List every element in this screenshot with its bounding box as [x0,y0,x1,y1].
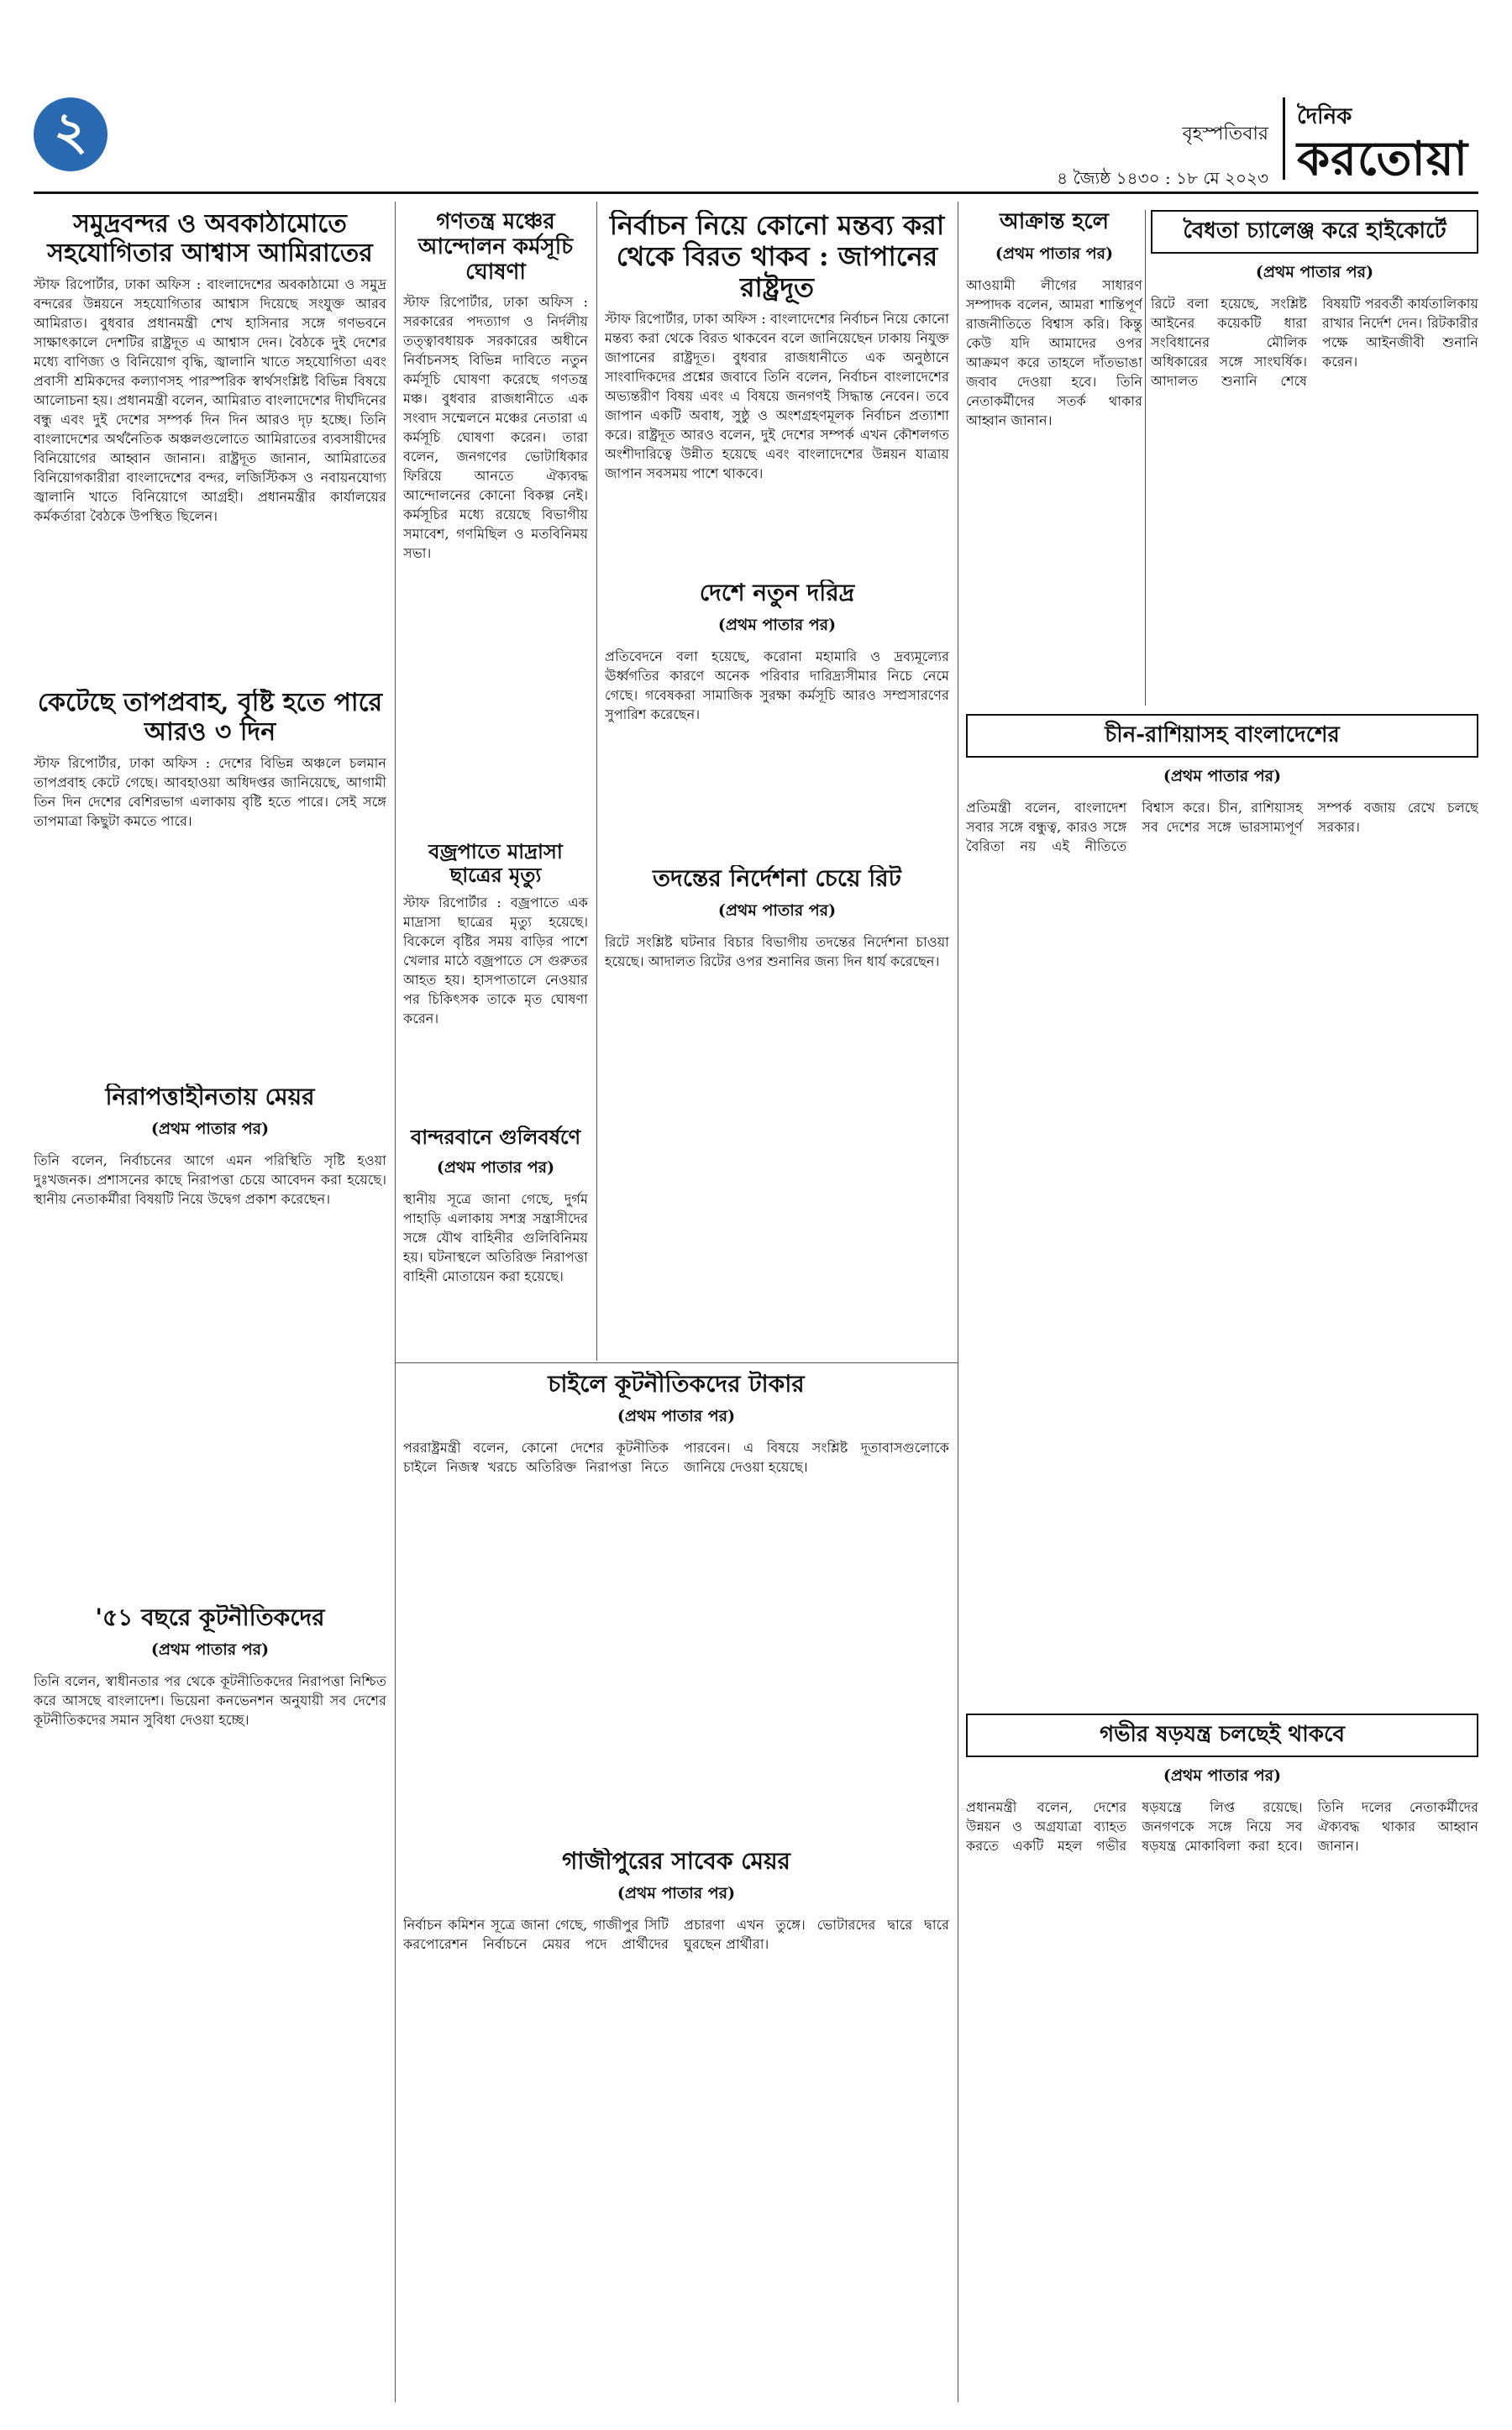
continued-label: (প্রথম পাতার পর) [1163,1766,1282,1785]
article-body: তিনি বলেন, স্বাধীনতার পর থেকে কূটনীতিকদের নিরাপত্তা নিশ্চিত করে আসছে বাংলাদেশ। ভিয়েনা কনভেনশন অনুযায়ী সব দেশের কূটনীতিকদের সমান সুবিধা দেওয়া হচ্ছে। [34,1673,386,1729]
article-headline: চীন-রাশিয়াসহ বাংলাদেশের [966,714,1478,758]
continued-label: (প্রথম পাতার পর) [717,901,837,921]
article-nirapotta [34,1084,386,1588]
article-nirbachon [605,210,949,571]
article-headline: নির্বাচন নিয়ে কোনো মন্তব্য করা থেকে বিরত থাকব : জাপানের রাষ্ট্রদূত [609,210,945,303]
article-body: স্টাফ রিপোর্টার, ঢাকা অফিস : বাংলাদেশের নির্বাচন নিয়ে কোনো মন্তব্য করা থেকে বিরত থাকবেন বলে জানিয়েছেন ঢাকায় নিযুক্ত জাপানের রাষ্ট্রদূত। বুধবার রাজধানীতে এক অনুষ্ঠানে সাংবাদিকদের প্রশ্নের জবাবে তিনি বলেন, নির্বাচন বাংলাদেশের অভ্যন্তরীণ বিষয় এবং এ বিষয়ে জনগণই সিদ্ধান্ত নেবেন। তবে জাপান একটি অবাধ, সুষ্ঠু ও অংশগ্রহণমূলক নির্বাচন প্রত্যাশা করে। রাষ্ট্রদূত আরও বলেন, দুই দেশের সম্পর্ক এখন কৌশলগত অংশীদারিত্বে উন্নীত হয়েছে এবং বাংলাদেশের উন্নয়ন যাত্রায় জাপান সবসময় পাশে থাকবে। [605,311,949,482]
newspaper-logo [1283,97,1478,186]
article-headline: বান্দরবানে গুলিবর্ষণে [410,1126,581,1149]
article-chin [966,714,1478,1705]
article-headline: গণতন্ত্র মঞ্চের আন্দোলন কর্মসূচি ঘোষণা [417,210,574,285]
article-body: স্টাফ রিপোর্টার : বজ্রপাতে এক মাদ্রাসা ছাত্রের মৃত্যু হয়েছে। বিকেলে বৃষ্টির সময় বাড়ির পাশে খেলার মাঠে বজ্রপাতে সে গুরুতর আহত হয়। হাসপাতালে নেওয়ার পর চিকিৎসক তাকে মৃত ঘোষণা করেন। [403,895,588,1027]
article-body: প্রধানমন্ত্রী বলেন, দেশের উন্নয়ন ও অগ্রযাত্রা ব্যাহত করতে একটি মহল গভীর ষড়যন্ত্রে লিপ্ত রয়েছে। জনগণকে সঙ্গে নিয়ে সব ষড়যন্ত্র মোকাবিলা করা হবে। তিনি দলের নেতাকর্মীদের ঐক্যবদ্ধ থাকার আহ্বান জানান। [966,1799,1478,1854]
continued-label: (প্রথম পাতার পর) [617,1407,736,1426]
logo-main-text: করতোয়া [1297,131,1468,186]
masthead-date: ৪ জ্যৈষ্ঠ ১৪৩০ : ১৮ মে ২০২৩ [1057,168,1268,188]
article-headline: '৫১ বছরে কূটনীতিকদের [95,1604,325,1631]
section-rule [395,1362,958,1363]
page-number-badge: ২ [34,97,108,171]
article-headline: বজ্রপাতে মাদ্রাসা ছাত্রের মৃত্যু [428,840,563,887]
article-bandarban [403,1126,588,1361]
logo-small-text: দৈনিক [1297,104,1352,129]
article-bochhor [34,1604,386,2394]
article-headline: গাজীপুরের সাবেক মেয়র [562,1848,790,1875]
continued-label: (প্রথম পাতার পর) [717,616,837,635]
article-boidhota [1151,210,1478,706]
article-headline: নিরাপত্তাহীনতায় মেয়র [105,1084,315,1110]
continued-label: (প্রথম পাতার পর) [150,1120,270,1139]
article-headline: গভীর ষড়যন্ত্র চলছেই থাকবে [966,1714,1478,1757]
column-divider [1145,210,1146,706]
article-akranto [966,210,1142,706]
article-headline: দেশে নতুন দরিদ্র [699,580,855,606]
article-samudra [34,210,386,680]
article-body: রিটে সংশ্লিষ্ট ঘটনার বিচার বিভাগীয় তদন্তের নির্দেশনা চাওয়া হয়েছে। আদালত রিটের ওপর শুনানির জন্য দিন ধার্য করেছেন। [605,934,949,970]
article-desh [605,580,949,857]
article-body: আওয়ামী লীগের সাধারণ সম্পাদক বলেন, আমরা শান্তিপূর্ণ রাজনীতিতে বিশ্বাস করি। কিন্তু কেউ যদি আমাদের ওপর আক্রমণ করে তাহলে দাঁতভাঙা জবাব দেওয়া হবে। তিনি নেতাকর্মীদের সতর্ক থাকার আহ্বান জানান। [966,276,1142,428]
continued-label: (প্রথম পাতার পর) [617,1884,736,1903]
column-divider [395,202,396,2402]
article-tadanta [605,865,949,1352]
article-headline: তদন্তের নির্দেশনা চেয়ে রিট [653,865,901,892]
article-body: প্রতিমন্ত্রী বলেন, বাংলাদেশ সবার সঙ্গে বন্ধুত্ব, কারও সঙ্গে বৈরিতা নয় এই নীতিতে বিশ্বাস করে। চীন, রাশিয়াসহ সব দেশের সঙ্গে ভারসাম্যপূর্ণ সম্পর্ক বজায় রেখে চলছে সরকার। [966,800,1478,854]
article-body: স্টাফ রিপোর্টার, ঢাকা অফিস : বাংলাদেশের অবকাঠামো ও সমুদ্র বন্দরের উন্নয়নে সহযোগিতার আশ্বাস দিয়েছে সংযুক্ত আরব আমিরাত। বুধবার প্রধানমন্ত্রী শেখ হাসিনার সঙ্গে গণভবনে সাক্ষাৎকালে দেশটির রাষ্ট্রদূত এ আশ্বাস দেন। বৈঠকে দুই দেশের মধ্যে বাণিজ্য ও বিনিয়োগ বৃদ্ধি, জ্বালানি খাতে সহযোগিতা এবং প্রবাসী শ্রমিকদের কল্যাণসহ পারস্পরিক স্বার্থসংশ্লিষ্ট বিভিন্ন বিষয়ে আলোচনা হয়। প্রধানমন্ত্রী বলেন, আমিরাত বাংলাদেশের দীর্ঘদিনের বন্ধু এবং দুই দেশের সম্পর্ক দিন দিন আরও দৃঢ় হচ্ছে। তিনি বাংলাদেশের অর্থনৈতিক অঞ্চলগুলোতে আমিরাতের ব্যবসায়ীদের বিনিয়োগের আহ্বান জানান। রাষ্ট্রদূত জানান, আমিরাতের বিনিয়োগকারীরা বাংলাদেশের বন্দর, লজিস্টিকস ও নবায়নযোগ্য জ্বালানি খাতে বিনিয়োগে আগ্রহী। প্রধানমন্ত্রীর কার্যালয়ের কর্মকর্তারা বৈঠকে উপস্থিত ছিলেন। [34,276,386,524]
article-gonotontro [403,210,588,832]
article-headline: চাইলে কূটনীতিকদের টাকার [548,1371,805,1398]
article-body: স্টাফ রিপোর্টার, ঢাকা অফিস : সরকারের পদত্যাগ ও নির্দলীয় তত্ত্বাবধায়ক সরকারের অধীনে নির্বাচনসহ বিভিন্ন দাবিতে নতুন কর্মসূচি ঘোষণা করেছে গণতন্ত্র মঞ্চ। বুধবার রাজধানীতে এক সংবাদ সম্মেলনে মঞ্চের নেতারা এ কর্মসূচি ঘোষণা করেন। তারা বলেন, জনগণের ভোটাধিকার ফিরিয়ে আনতে ঐক্যবদ্ধ আন্দোলনের কোনো বিকল্প নেই। কর্মসূচির মধ্যে রয়েছে বিভাগীয় সমাবেশ, গণমিছিল ও মতবিনিময় সভা। [403,293,588,561]
article-body: পররাষ্ট্রমন্ত্রী বলেন, কোনো দেশের কূটনীতিক চাইলে নিজস্ব খরচে অতিরিক্ত নিরাপত্তা নিতে পারবেন। এ বিষয়ে সংশ্লিষ্ট দূতাবাসগুলোকে জানিয়ে দেওয়া হয়েছে। [403,1440,949,1476]
article-bojrapat [403,840,588,1117]
article-body: প্রতিবেদনে বলা হয়েছে, করোনা মহামারি ও দ্রব্যমূল্যের ঊর্ধ্বগতির কারণে অনেক পরিবার দারিদ্র্যসীমার নিচে নেমে গেছে। গবেষকরা সামাজিক সুরক্ষা কর্মসূচি আরও সম্প্রসারণের সুপারিশ করেছেন। [605,648,949,723]
masthead [34,92,1478,188]
article-body: নির্বাচন কমিশন সূত্রে জানা গেছে, গাজীপুর সিটি করপোরেশন নির্বাচনে মেয়র পদে প্রার্থীদের প্রচারণা এখন তুঙ্গে। ভোটারদের দ্বারে দ্বারে ঘুরছেন প্রার্থীরা। [403,1917,949,1953]
article-kethe [34,689,386,1075]
continued-label: (প্রথম পাতার পর) [436,1157,555,1177]
continued-label: (প্রথম পাতার পর) [1255,263,1374,281]
continued-label: (প্রথম পাতার পর) [995,244,1114,263]
masthead-rule [34,192,1478,194]
masthead-day: বৃহস্পতিবার [1182,123,1268,144]
continued-label: (প্রথম পাতার পর) [150,1640,270,1660]
article-headline: বৈধতা চ্যালেঞ্জ করে হাইকোর্টে [1151,210,1478,254]
article-headline: আক্রান্ত হলে [999,210,1110,234]
column-divider [596,202,597,1361]
article-gazipur [403,1848,949,2394]
article-headline: সমুদ্রবন্দর ও অবকাঠামোতে সহযোগিতার আশ্বাস আমিরাতের [47,210,373,268]
article-headline: কেটেছে তাপপ্রবাহ, বৃষ্টি হতে পারে আরও ৩ দিন [37,689,383,747]
article-body: স্থানীয় সূত্রে জানা গেছে, দুর্গম পাহাড়ি এলাকায় সশস্ত্র সন্ত্রাসীদের সঙ্গে যৌথ বাহিনীর গুলিবিনিময় হয়। ঘটনাস্থলে অতিরিক্ত নিরাপত্তা বাহিনী মোতায়েন করা হয়েছে। [403,1190,588,1284]
article-body: তিনি বলেন, নির্বাচনের আগে এমন পরিস্থিতি সৃষ্টি হওয়া দুঃখজনক। প্রশাসনের কাছে নিরাপত্তা চেয়ে আবেদন করা হয়েছে। স্থানীয় নেতাকর্মীরা বিষয়টি নিয়ে উদ্বেগ প্রকাশ করেছেন। [34,1152,386,1208]
article-body: রিটে বলা হয়েছে, সংশ্লিষ্ট আইনের কয়েকটি ধারা সংবিধানের মৌলিক অধিকারের সঙ্গে সাংঘর্ষিক। আদালত শুনানি শেষে বিষয়টি পরবর্তী কার্যতালিকায় রাখার নির্দেশ দেন। রিটকারীর পক্ষে আইনজীবী শুনানি করেন। [1151,296,1478,389]
article-body: স্টাফ রিপোর্টার, ঢাকা অফিস : দেশের বিভিন্ন অঞ্চলে চলমান তাপপ্রবাহ কেটে গেছে। আবহাওয়া অধিদপ্তর জানিয়েছে, আগামী তিন দিন দেশের বেশিরভাগ এলাকায় বৃষ্টি হতে পারে। সেই সঙ্গে তাপমাত্রা কিছুটা কমতে পারে। [34,755,386,829]
article-gobhir [966,1714,1478,2394]
continued-label: (প্রথম পাতার পর) [1163,767,1282,785]
article-chailei [403,1371,949,1841]
